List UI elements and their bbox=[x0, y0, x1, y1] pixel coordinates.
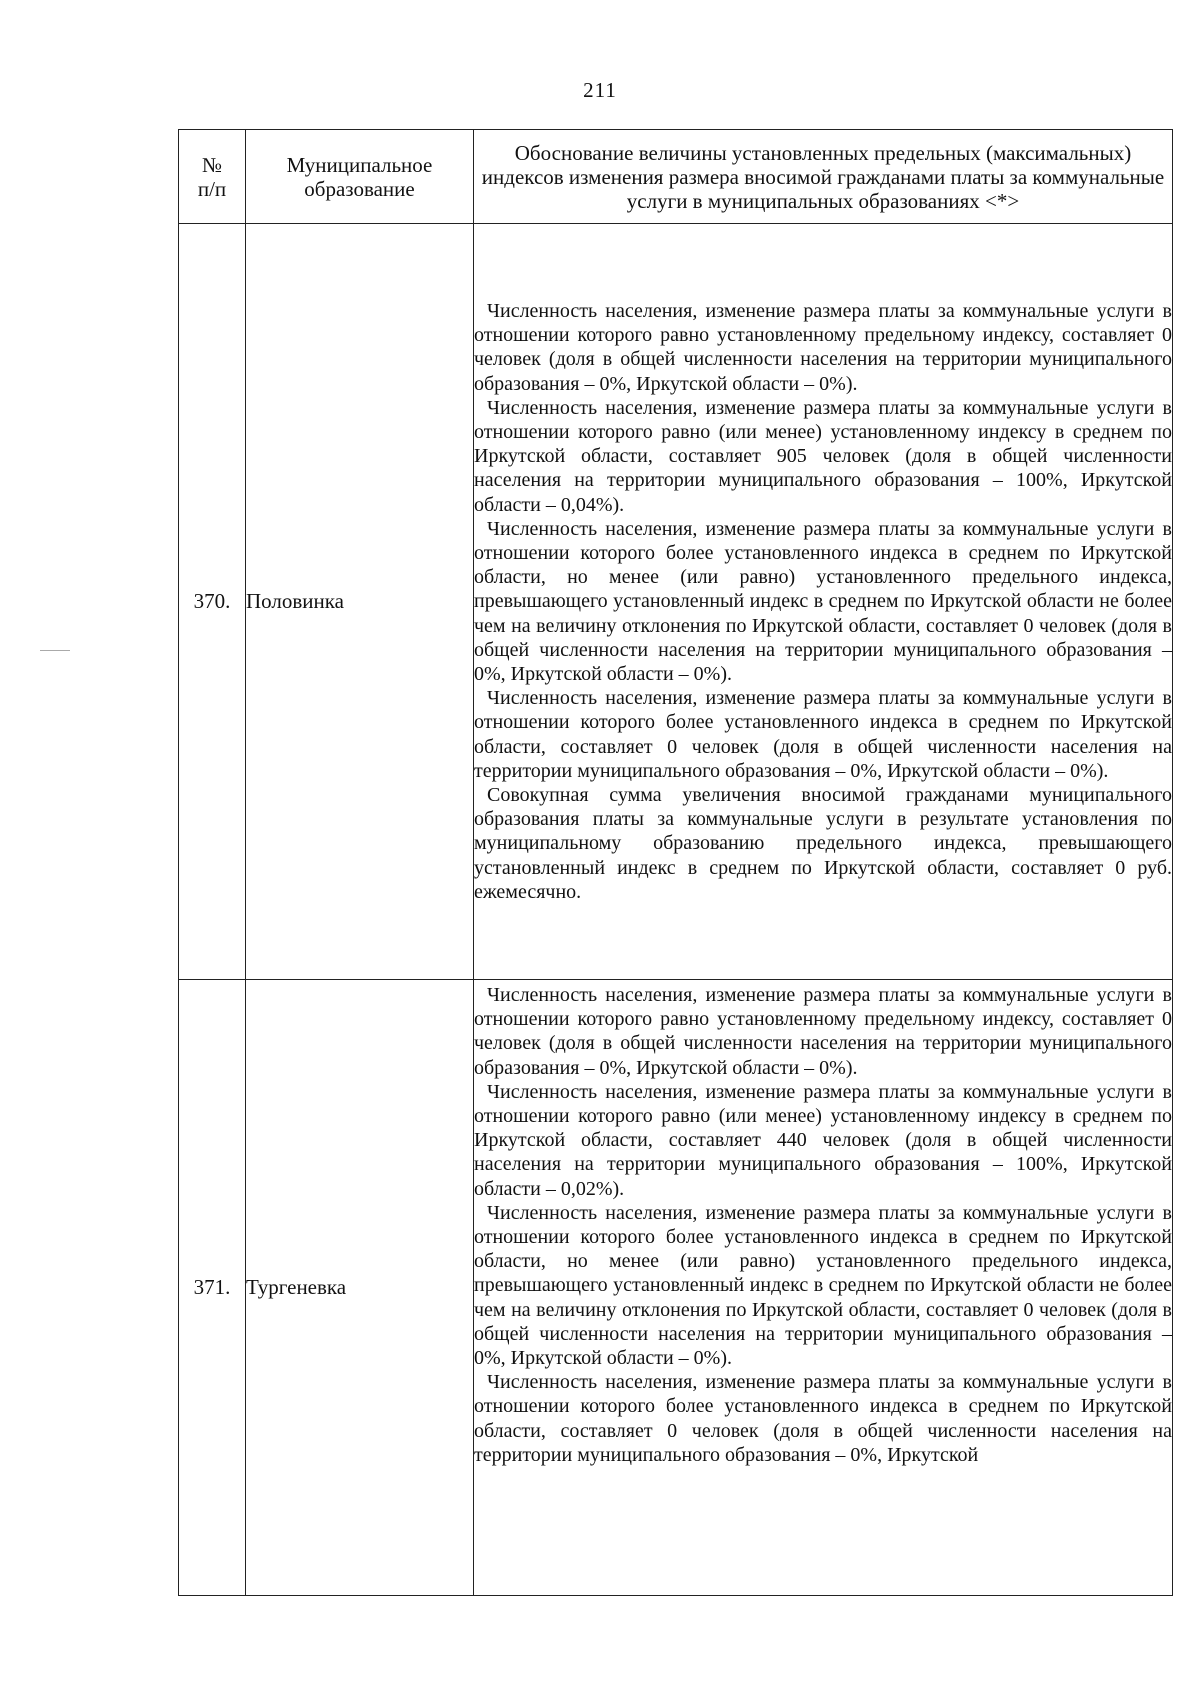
table-header-row bbox=[179, 130, 1173, 224]
row-number: 370. bbox=[179, 224, 246, 980]
paragraph: Численность населения, изменение размера платы за коммунальные услуги в отношении которого более установленного индекса в среднем по Иркутской области, составляет 0 человек (доля в общей численности населения на территории муниципального образования – 0%, Иркутской области – 0%). bbox=[474, 687, 1172, 782]
paragraph: Совокупная сумма увеличения вносимой гражданами муниципального образования платы за коммунальные услуги в результате установления по муниципальному образованию предельного индекса, превышающего установленный индекс в среднем по Иркутской области, составляет 0 руб. ежемесячно. bbox=[474, 784, 1172, 903]
paragraph: Численность населения, изменение размера платы за коммунальные услуги в отношении которого более установленного индекса в среднем по Иркутской области, но менее (или равно) установленного предельного индекса, превышающего установленный индекс в среднем по Иркутской области не более чем на величину отклонения по Иркутской области, составляет 0 человек (доля в общей численности населения на территории муниципального образования – 0%, Иркутской области – 0%). bbox=[474, 1201, 1172, 1370]
justification-cell-content bbox=[474, 983, 1172, 1592]
justification-cell bbox=[474, 980, 1173, 1596]
header-justification bbox=[474, 130, 1173, 224]
header-municipality bbox=[246, 130, 474, 224]
municipality-name: Половинка bbox=[246, 224, 474, 980]
paragraph: Численность населения, изменение размера платы за коммунальные услуги в отношении которого более установленного индекса в среднем по Иркутской области, но менее (или равно) установленного предельного индекса, превышающего установленный индекс в среднем по Иркутской области не более чем на величину отклонения по Иркутской области, составляет 0 человек (доля в общей численности населения на территории муниципального образования – 0%, Иркутской области – 0%). bbox=[474, 517, 1172, 685]
header-municipality-label: Муниципальное образование bbox=[286, 152, 433, 201]
header-number bbox=[179, 130, 246, 224]
header-justification-label: Обоснование величины установленных предельных (максимальных) индексов изменения размера вносимой гражданами платы за коммунальные услуги в муниципальных образованиях <*> bbox=[481, 140, 1165, 213]
scan-margin-mark bbox=[40, 650, 70, 651]
paragraph: Численность населения, изменение размера платы за коммунальные услуги в отношении которого равно (или менее) установленному индексу в среднем по Иркутской области, составляет 905 человек (доля в общей численности населения на территории муниципального образования – 100%, Иркутской области – 0,04%). bbox=[474, 396, 1172, 516]
paragraph: Численность населения, изменение размера платы за коммунальные услуги в отношении которого равно установленному предельному индексу, составляет 0 человек (доля в общей численности населения на территории муниципального образования – 0%, Иркутской области – 0%). bbox=[474, 299, 1172, 395]
page-number: 211 bbox=[583, 78, 617, 102]
index-justification-table bbox=[178, 129, 1173, 1596]
header-number-label: № п/п bbox=[197, 152, 227, 201]
row-number: 371. bbox=[179, 980, 246, 1596]
table-row bbox=[179, 224, 1173, 980]
paragraph: Численность населения, изменение размера платы за коммунальные услуги в отношении которого равно (или менее) установленному индексу в среднем по Иркутской области, составляет 440 человек (доля в общей численности населения на территории муниципального образования – 100%, Иркутской области – 0,02%). bbox=[474, 1080, 1172, 1200]
paragraph: Численность населения, изменение размера платы за коммунальные услуги в отношении которого более установленного индекса в среднем по Иркутской области, составляет 0 человек (доля в общей численности населения на территории муниципального образования – 0%, Иркутской bbox=[474, 1371, 1172, 1466]
justification-cell bbox=[474, 224, 1173, 980]
municipality-name: Тургеневка bbox=[246, 980, 474, 1596]
paragraph: Численность населения, изменение размера платы за коммунальные услуги в отношении которого равно установленному предельному индексу, составляет 0 человек (доля в общей численности населения на территории муниципального образования – 0%, Иркутской области – 0%). bbox=[474, 984, 1172, 1079]
table-row bbox=[179, 980, 1173, 1596]
